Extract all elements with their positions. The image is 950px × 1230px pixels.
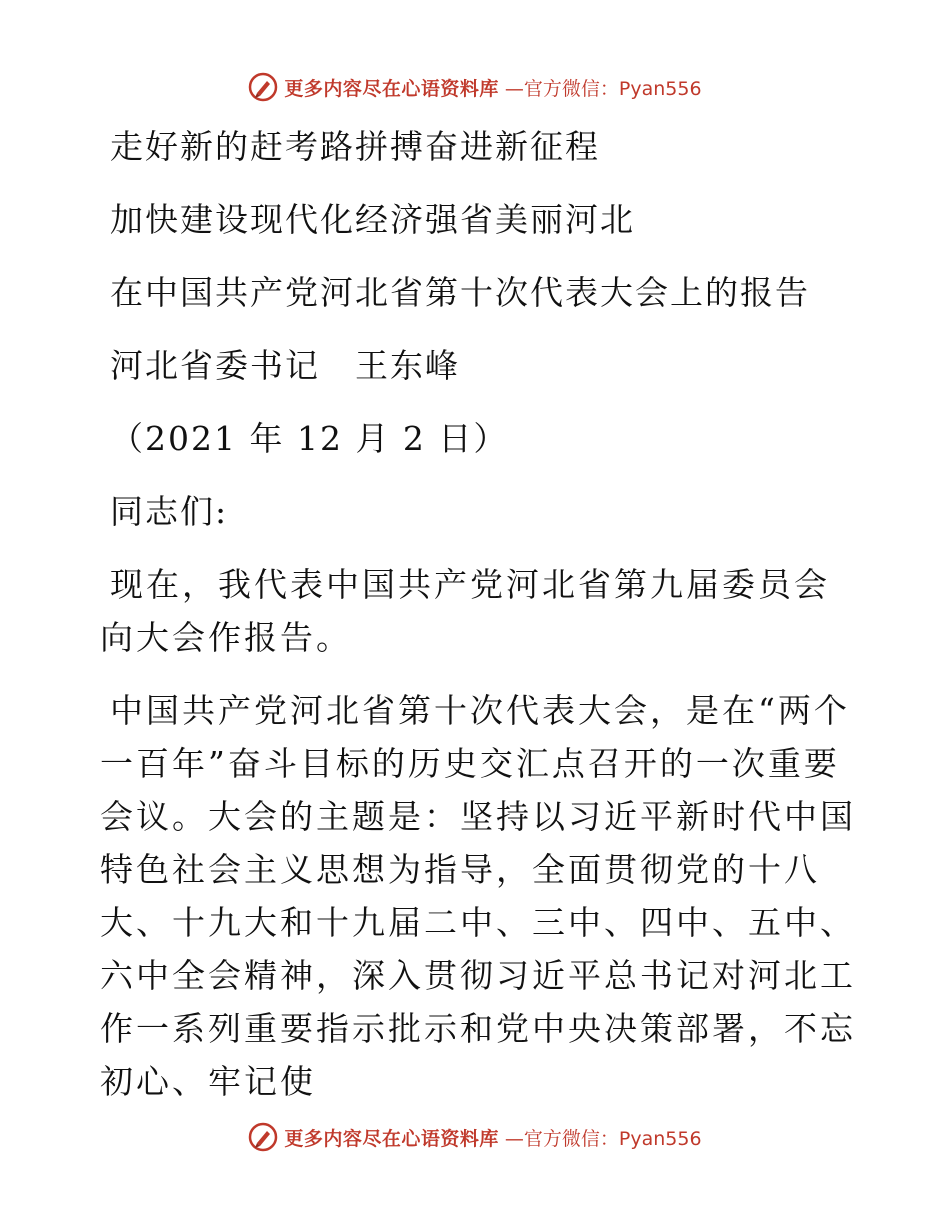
title-line-1: 走好新的赶考路拼搏奋进新征程 (110, 127, 600, 166)
watermark-official: —官方微信：Pyan556 (504, 77, 702, 100)
title-line-2: 加快建设现代化经济强省美丽河北 (110, 200, 635, 239)
watermark-brand: 更多内容尽在心语资料库 (284, 1127, 499, 1150)
paragraph-2: 中国共产党河北省第十次代表大会，是在“两个一百年”奋斗目标的历史交汇点召开的一次重要会议。大会的主题是：坚持以习近平新时代中国特色社会主义思想为指导，全面贯彻党的十八大、十九大和十九届二中、三中、四中、五中、六中全会精神，深入贯彻习近平总书记对河北工作一系列重要指示批示和党中央决策部署，不忘初心、牢记使 (100, 691, 856, 1101)
date-line: （2021 年 12 月 2 日） (110, 419, 509, 458)
title-line-3: 在中国共产党河北省第十次代表大会上的报告 (110, 273, 810, 312)
watermark-brand: 更多内容尽在心语资料库 (284, 77, 499, 100)
salutation: 同志们: (110, 492, 229, 531)
author-line: 河北省委书记 王东峰 (110, 346, 460, 385)
watermark-official: —官方微信：Pyan556 (504, 1127, 702, 1150)
pen-logo-icon (248, 1122, 278, 1152)
pen-logo-icon (248, 72, 278, 102)
paragraph-1: 现在，我代表中国共产党河北省第九届委员会向大会作报告。 (100, 565, 830, 657)
document-body (100, 120, 860, 1128)
watermark-footer (0, 1122, 950, 1152)
watermark-header (0, 72, 950, 102)
